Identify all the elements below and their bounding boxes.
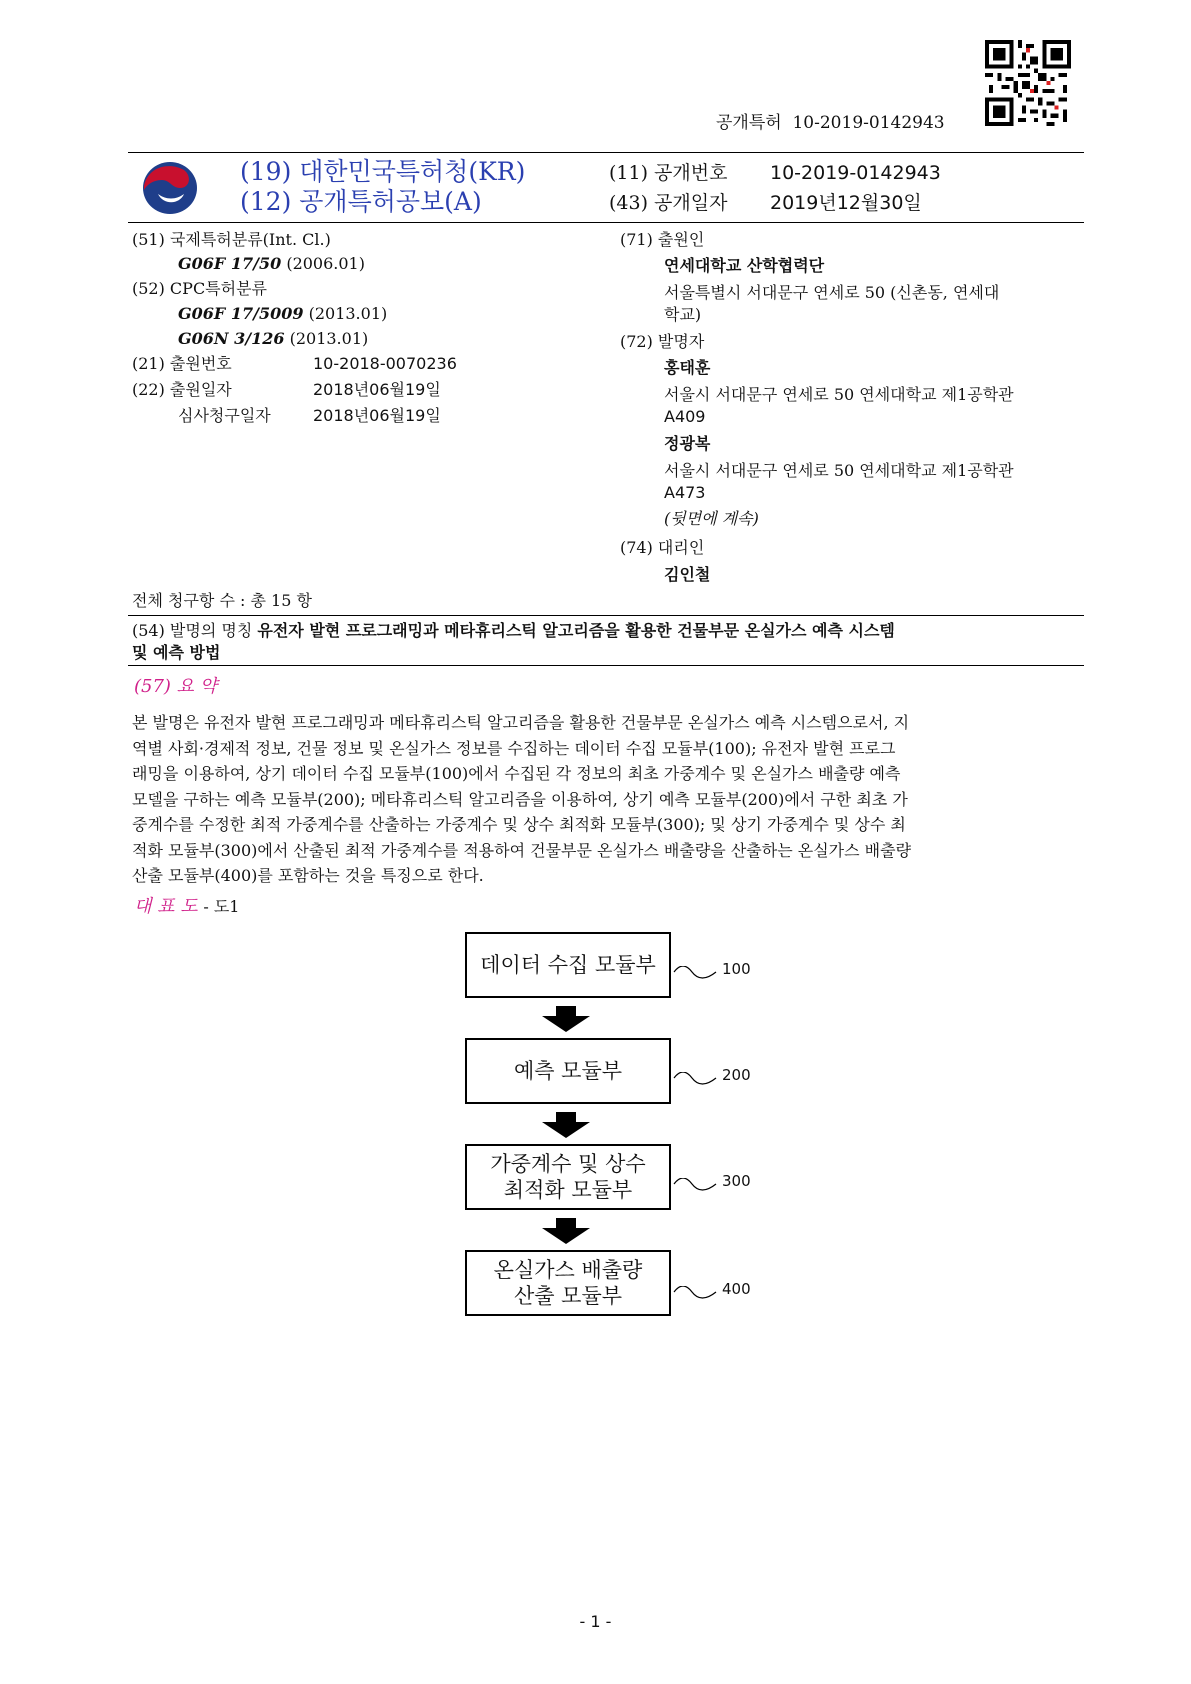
invention-title-line-1: (54) 발명의 명칭 유전자 발현 프로그래밍과 메타휴리스틱 알고리즘을 활용한 건물부문 온실가스 예측 시스템	[132, 621, 895, 640]
int-class-entry-1: G06F 17/50 (2006.01)	[178, 254, 365, 273]
issuing-office: (19) 대한민국특허청(KR)	[240, 157, 526, 186]
application-number: 10-2018-0070236	[313, 354, 457, 373]
flow-box-emission-calculation: 온실가스 배출량 산출 모듈부	[465, 1250, 671, 1316]
reference-leader-icon	[672, 1072, 718, 1086]
abstract-line: 래밍을 이용하여, 상기 데이터 수집 모듈부(100)에서 수집된 각 정보의 최초 가중계수 및 온실가스 배출량 예측	[132, 764, 901, 783]
application-date: 2018년06월19일	[313, 380, 441, 399]
cpc-class-entry-1: G06F 17/5009 (2013.01)	[178, 304, 388, 323]
abstract-body	[132, 710, 1084, 889]
kipo-logo-icon	[140, 160, 200, 216]
abstract-line: 모델을 구하는 예측 모듈부(200); 메타휴리스틱 알고리즘을 이용하여, 상기 예측 모듈부(200)에서 구한 최초 가	[132, 789, 908, 809]
cpc-class-label: (52) CPC특허분류	[132, 279, 268, 298]
flow-arrow-icon	[540, 1006, 592, 1032]
representative-figure: 대 표 도 - 도1	[134, 896, 240, 917]
header-bottom-rule	[128, 222, 1084, 223]
application-date-label: (22) 출원일자	[132, 380, 232, 399]
inventor-2-address-line-1: 서울시 서대문구 연세로 50 연세대학교 제1공학관	[664, 461, 1014, 480]
flow-box-data-collection: 데이터 수집 모듈부	[465, 932, 671, 998]
invention-title-line-2: 및 예측 방법	[132, 643, 221, 662]
ref-numeral: 400	[722, 1280, 751, 1298]
applicant-name: 연세대학교 산학협력단	[664, 256, 825, 275]
pub-number: 10-2019-0142943	[770, 162, 941, 184]
abstract-heading: (57) 요 약	[134, 676, 218, 697]
ref-numeral: 300	[722, 1172, 751, 1190]
reference-leader-icon	[672, 1286, 718, 1300]
agent-name: 김인철	[664, 565, 711, 584]
pub-number-label: (11) 공개번호	[609, 162, 728, 184]
exam-request-date: 2018년06월19일	[313, 406, 441, 425]
ref-numeral: 100	[722, 960, 751, 978]
inventor-1-name: 홍태훈	[664, 358, 711, 377]
int-class-label: (51) 국제특허분류(Int. Cl.)	[132, 230, 331, 249]
agent-label: (74) 대리인	[620, 538, 705, 557]
abstract-line: 본 발명은 유전자 발현 프로그래밍과 메타휴리스틱 알고리즘을 활용한 건물부문 온실가스 예측 시스템으로서, 지	[132, 713, 910, 732]
title-top-rule	[128, 615, 1084, 616]
applicant-label: (71) 출원인	[620, 230, 705, 249]
cpc-class-entry-2: G06N 3/126 (2013.01)	[178, 329, 369, 348]
document-number-label: 공개특허 10-2019-0142943	[716, 113, 945, 133]
pub-date-label: (43) 공개일자	[609, 192, 728, 214]
ref-numeral: 200	[722, 1066, 751, 1084]
abstract-line: 역별 사회·경제적 정보, 건물 정보 및 온실가스 정보를 수집하는 데이터 수집 모듈부(100); 유전자 발현 프로그	[132, 738, 896, 758]
exam-request-date-label: 심사청구일자	[178, 406, 271, 425]
inventor-2-name: 정광복	[664, 434, 711, 453]
pub-date: 2019년12월30일	[770, 192, 922, 214]
abstract-line: 적화 모듈부(300)에서 산출된 최적 가중계수를 적용하여 건물부문 온실가스 배출량을 산출하는 온실가스 배출량	[132, 840, 912, 860]
inventor-1-address-line-1: 서울시 서대문구 연세로 50 연세대학교 제1공학관	[664, 385, 1014, 404]
reference-leader-icon	[672, 966, 718, 980]
qr-code-icon	[985, 40, 1071, 126]
publication-type: (12) 공개특허공보(A)	[240, 187, 482, 216]
inventor-2-address-line-2: A473	[664, 483, 706, 502]
page-number: - 1 -	[579, 1612, 612, 1631]
inventor-1-address-line-2: A409	[664, 407, 706, 426]
abstract-line: 산출 모듈부(400)를 포함하는 것을 특징으로 한다.	[132, 866, 484, 885]
header-top-rule	[128, 152, 1084, 153]
applicant-address-line-2: 학교)	[664, 305, 702, 324]
inventor-label: (72) 발명자	[620, 332, 705, 351]
flow-box-optimization: 가중계수 및 상수 최적화 모듈부	[465, 1144, 671, 1210]
flow-box-prediction: 예측 모듈부	[465, 1038, 671, 1104]
continued-note: (뒷면에 계속)	[664, 509, 759, 528]
applicant-address-line-1: 서울특별시 서대문구 연세로 50 (신촌동, 연세대	[664, 283, 1000, 302]
flow-arrow-icon	[540, 1218, 592, 1244]
title-bottom-rule	[128, 665, 1084, 666]
total-claims: 전체 청구항 수 : 총 15 항	[132, 591, 312, 610]
flow-arrow-icon	[540, 1112, 592, 1138]
application-number-label: (21) 출원번호	[132, 354, 232, 373]
reference-leader-icon	[672, 1178, 718, 1192]
abstract-line: 중계수를 수정한 최적 가중계수를 산출하는 가중계수 및 상수 최적화 모듈부(300); 및 상기 가중계수 및 상수 최	[132, 815, 906, 834]
